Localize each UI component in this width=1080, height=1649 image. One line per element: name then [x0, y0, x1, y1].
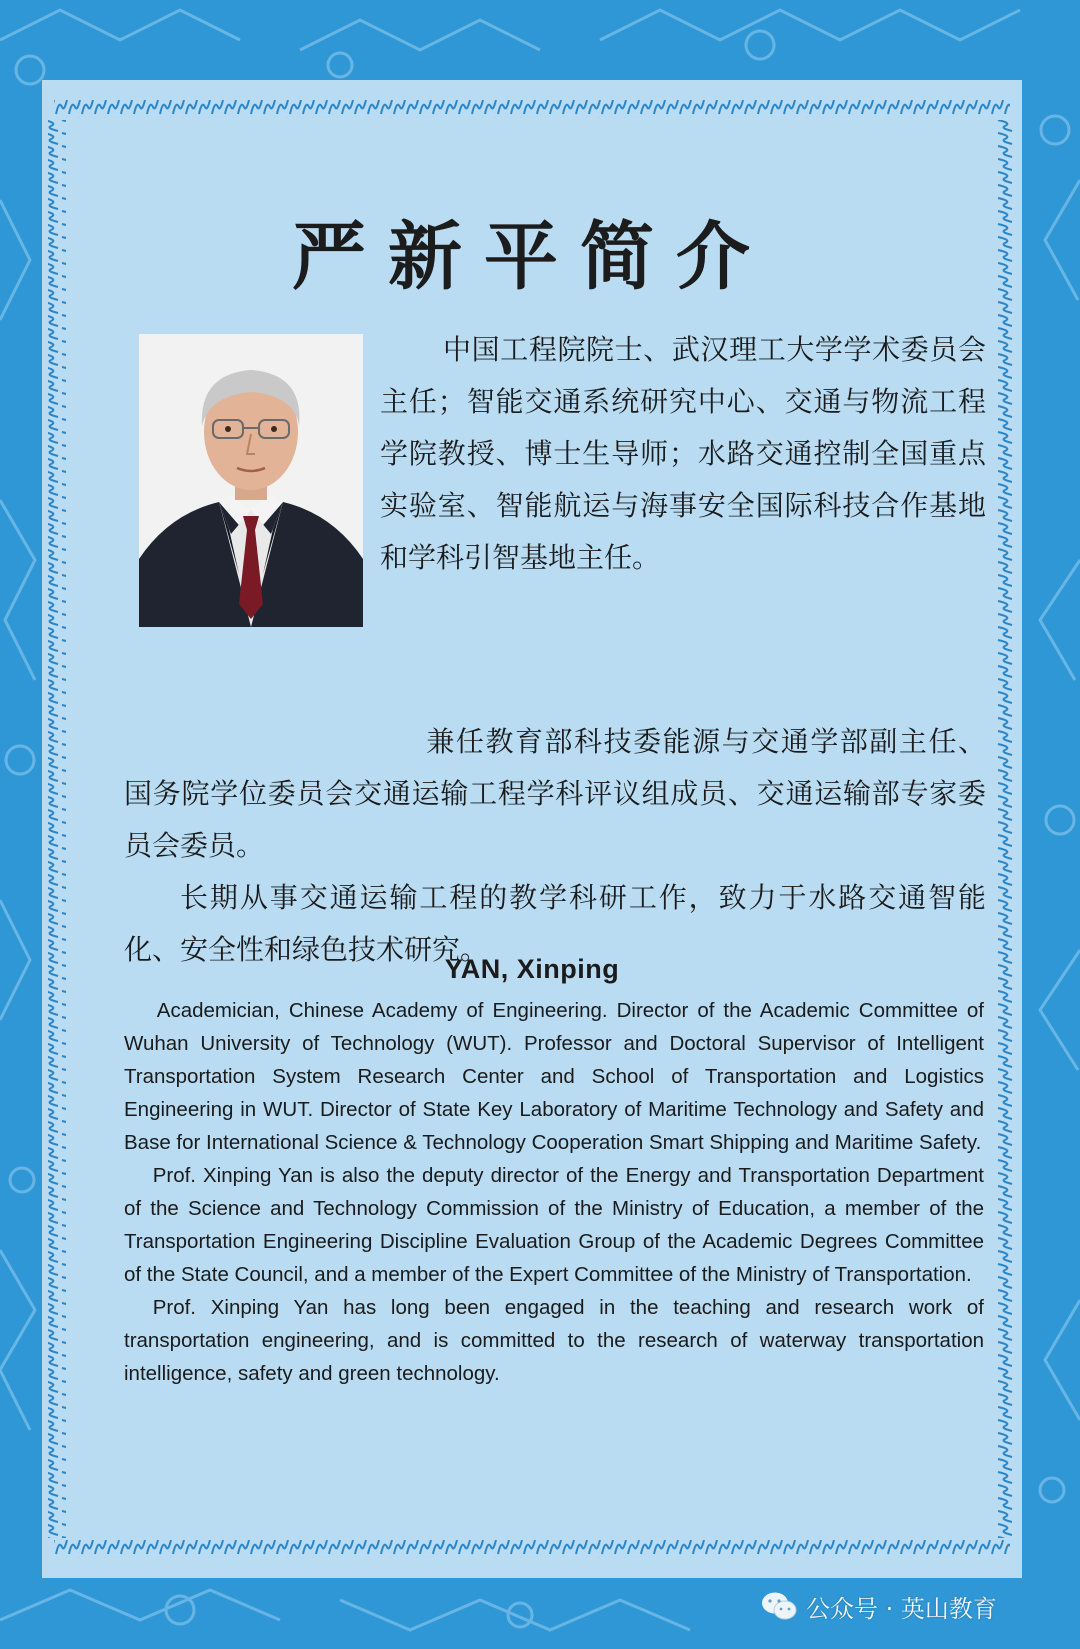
wechat-watermark: [760, 1588, 997, 1624]
portrait-illustration: [139, 334, 363, 627]
chinese-bio-intro: [380, 324, 986, 584]
english-name: YAN, Xinping: [444, 954, 620, 984]
english-bio-paragraph-3: Prof. Xinping Yan has long been engaged in the teaching and research work of transportation engineering, and is committed to the research of waterway transportation intelligence, safety and green technology.: [124, 1296, 984, 1385]
english-bio: [124, 994, 984, 1390]
wechat-icon: [760, 1591, 798, 1621]
intro-panel: [42, 80, 1022, 1578]
chinese-bio-paragraph-3: 长期从事交通运输工程的教学科研工作，致力于水路交通智能化、安全性和绿色技术研究。: [124, 881, 986, 966]
page-title: 严新平简介: [292, 214, 772, 300]
chinese-bio-more: [124, 716, 986, 976]
watermark-text: 公众号 · 英山教育: [806, 1594, 997, 1623]
chinese-bio-paragraph-1: 中国工程院院士、武汉理工大学学术委员会主任；智能交通系统研究中心、交通与物流工程学院教授、博士生导师；水路交通控制全国重点实验室、智能航运与海事安全国际科技合作基地和学科引智基地主任。: [380, 333, 986, 574]
portrait-photo: [139, 334, 363, 627]
english-bio-paragraph-1: Academician, Chinese Academy of Engineering. Director of the Academic Committee of Wuhan University of Technology (WUT). Professor and Doctoral Supervisor of Intelligent Transportation System Research Center and School of Transportation and Logistics Engineering in WUT. Director of State Key Laboratory of Maritime Technology and Safety and Base for International Science & Technology Cooperation Smart Shipping and Maritime Safety.: [124, 999, 984, 1154]
chinese-bio-paragraph-2: 兼任教育部科技委能源与交通学部副主任、国务院学位委员会交通运输工程学科评议组成员、交通运输部专家委员会委员。: [124, 725, 986, 862]
english-bio-paragraph-2: Prof. Xinping Yan is also the deputy director of the Energy and Transportation Department of the Science and Technology Commission of the Ministry of Education, a member of the Transportation Engineering Discipline Evaluation Group of the Academic Degrees Committee of the State Council, and a member of the Expert Committee of the Ministry of Transportation.: [124, 1164, 984, 1286]
